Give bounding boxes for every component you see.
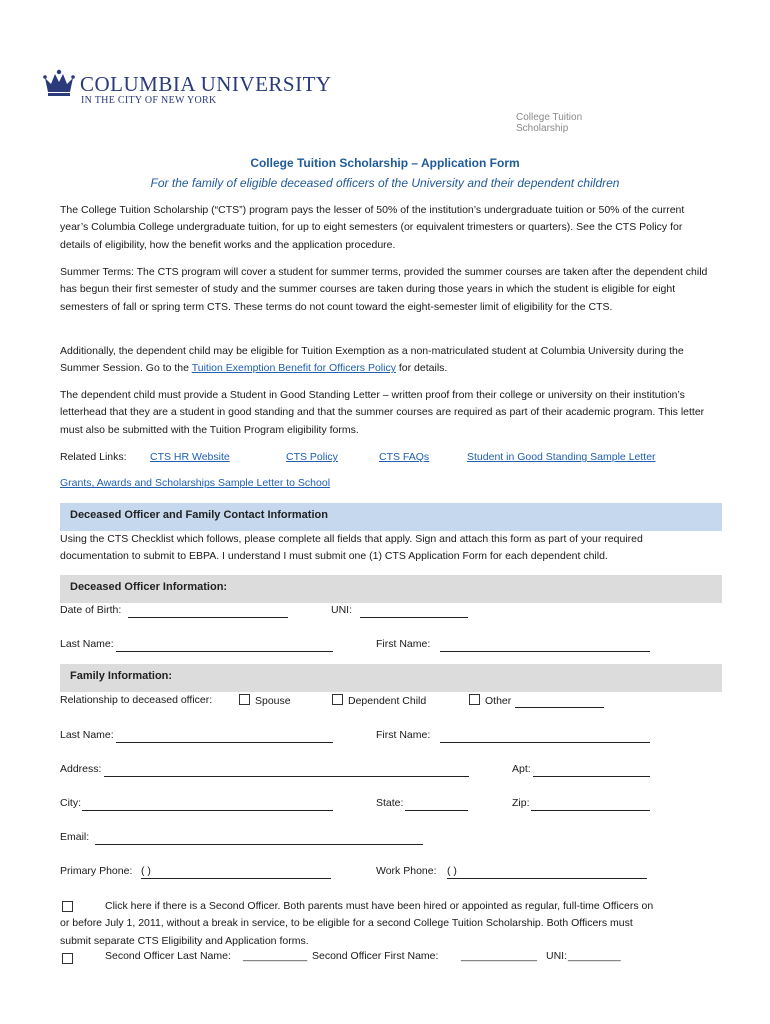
dependent-child-checkbox[interactable] (332, 694, 343, 705)
cts-policy-link[interactable]: CTS Policy (286, 451, 338, 463)
summer-terms-paragraph: Summer Terms: The CTS program will cover a student for summer terms, provided the summer courses are taken after the dependent child has begun their first semester of study and the summer courses are taken during those years in which the student is eligible for eight semesters of fall or spring term CTS. These terms do not count toward the eight-semester limit of eligibility for the CTS. (60, 266, 708, 313)
second-officer-name-checkbox[interactable] (62, 953, 73, 964)
second-officer-last-name-field[interactable]: ___________ (243, 950, 308, 962)
dob-field[interactable] (128, 604, 288, 618)
zip-field[interactable] (531, 797, 650, 811)
other-option-label: Other (485, 695, 512, 707)
spouse-option-label: Spouse (255, 695, 291, 707)
other-option[interactable] (469, 694, 511, 707)
second-officer-last-name-label: Second Officer Last Name: (105, 950, 231, 962)
officer-last-name-label: Last Name: (60, 638, 114, 650)
email-label: Email: (60, 831, 90, 843)
second-officer-first-name-field[interactable]: _____________ (461, 950, 537, 962)
second-officer-uni-label: UNI: (546, 950, 567, 962)
tuition-exemption-policy-link[interactable]: Tuition Exemption Benefit for Officers Policy (191, 362, 396, 375)
program-logo (516, 112, 582, 134)
form-subtitle: For the family of eligible deceased officers of the University and their dependent children (150, 176, 620, 190)
dob-label: Date of Birth: (60, 604, 122, 616)
related-links-label: Related Links: (60, 451, 127, 463)
program-logo-line2: Scholarship (516, 123, 569, 134)
sample-letter-link[interactable]: Student in Good Standing Sample Letter (467, 451, 656, 463)
second-officer-text (60, 898, 712, 950)
program-logo-line1: College Tuition (516, 112, 583, 123)
relationship-label: Relationship to deceased officer: (60, 694, 213, 706)
second-officer-text-line2: or before July 1, 2011, without a break in service, to be eligible for a second College Tuition Scholarship. Both Officers must (60, 917, 633, 930)
family-first-name-field[interactable] (440, 729, 650, 743)
family-last-name-label: Last Name: (60, 729, 114, 741)
primary-phone-field[interactable]: ( ) (141, 865, 331, 879)
other-checkbox[interactable] (469, 694, 480, 705)
contact-section-heading: Deceased Officer and Family Contact Information (60, 503, 722, 531)
apt-label: Apt: (512, 763, 531, 775)
crown-icon (42, 68, 76, 98)
dependent-child-option-label: Dependent Child (348, 695, 427, 707)
second-officer-uni-field[interactable]: _________ (568, 950, 621, 962)
tuition-exemption-paragraph (60, 343, 712, 378)
address-field[interactable] (104, 763, 469, 777)
para3-pre: Additionally, the dependent child may be eligible for Tuition Exemption as a non-matriculated student at Columbia University during the Summer Session. Go to the (60, 345, 684, 375)
family-section-heading: Family Information: (60, 664, 722, 692)
second-officer-text-line1: Click here if there is a Second Officer. Both parents must have been hired or appointed as regular, full-time Officers on (105, 900, 654, 912)
address-label: Address: (60, 763, 102, 775)
work-phone-field[interactable]: ( ) (447, 865, 647, 879)
zip-label: Zip: (512, 797, 530, 809)
intro-paragraph: The College Tuition Scholarship (“CTS”) program pays the lesser of 50% of the institution’s undergraduate tuition or 50% of the current year’s Columbia College undergraduate tuition, for up to eight semesters (or equivalent trimesters or quarters). See the CTS Policy for details of eligibility, how the benefit works and the application procedure. (60, 204, 685, 251)
dependent-child-option[interactable] (332, 694, 426, 707)
university-name: COLUMBIA UNIVERSITY (80, 72, 332, 96)
other-relationship-field[interactable] (515, 694, 604, 708)
officer-first-name-label: First Name: (376, 638, 431, 650)
para3-post: for details. (395, 362, 448, 375)
spouse-checkbox[interactable] (239, 694, 250, 705)
university-subtitle: IN THE CITY OF NEW YORK (81, 95, 217, 106)
grants-letter-link[interactable]: Grants, Awards and Scholarships Sample Letter to School (60, 477, 331, 489)
cts-hr-website-link[interactable]: CTS HR Website (150, 451, 230, 463)
work-phone-label: Work Phone: (376, 865, 437, 877)
apt-field[interactable] (533, 763, 650, 777)
officer-uni-field[interactable] (360, 604, 468, 618)
officer-uni-label: UNI: (331, 604, 352, 616)
good-standing-paragraph: The dependent child must provide a Student in Good Standing Letter – written proof from their college or university on their institution’s letterhead that they are a student in good standing and that the summer courses are required as part of their academic program. This letter must also be submitted with the Tuition Program eligibility forms. (60, 389, 705, 436)
second-officer-first-name-label: Second Officer First Name: (312, 950, 439, 962)
form-title: College Tuition Scholarship – Application Form (250, 156, 520, 170)
email-field[interactable] (95, 831, 423, 845)
cts-faqs-link[interactable]: CTS FAQs (379, 451, 430, 463)
officer-first-name-field[interactable] (440, 638, 650, 652)
state-label: State: (376, 797, 404, 809)
primary-phone-label: Primary Phone: (60, 865, 133, 877)
city-field[interactable] (82, 797, 333, 811)
family-last-name-field[interactable] (116, 729, 333, 743)
city-label: City: (60, 797, 81, 809)
officer-section-heading: Deceased Officer Information: (60, 575, 722, 603)
second-officer-text-line3: submit separate CTS Eligibility and Application forms. (60, 934, 309, 947)
state-field[interactable] (405, 797, 468, 811)
family-first-name-label: First Name: (376, 729, 431, 741)
officer-last-name-field[interactable] (116, 638, 333, 652)
contact-instructions: Using the CTS Checklist which follows, please complete all fields that apply. Sign and attach this form as part of your required documentation to submit to EBPA. I understand I must submit one (1) CTS Application Form for each dependent child. (60, 533, 643, 563)
spouse-option[interactable] (239, 694, 291, 707)
